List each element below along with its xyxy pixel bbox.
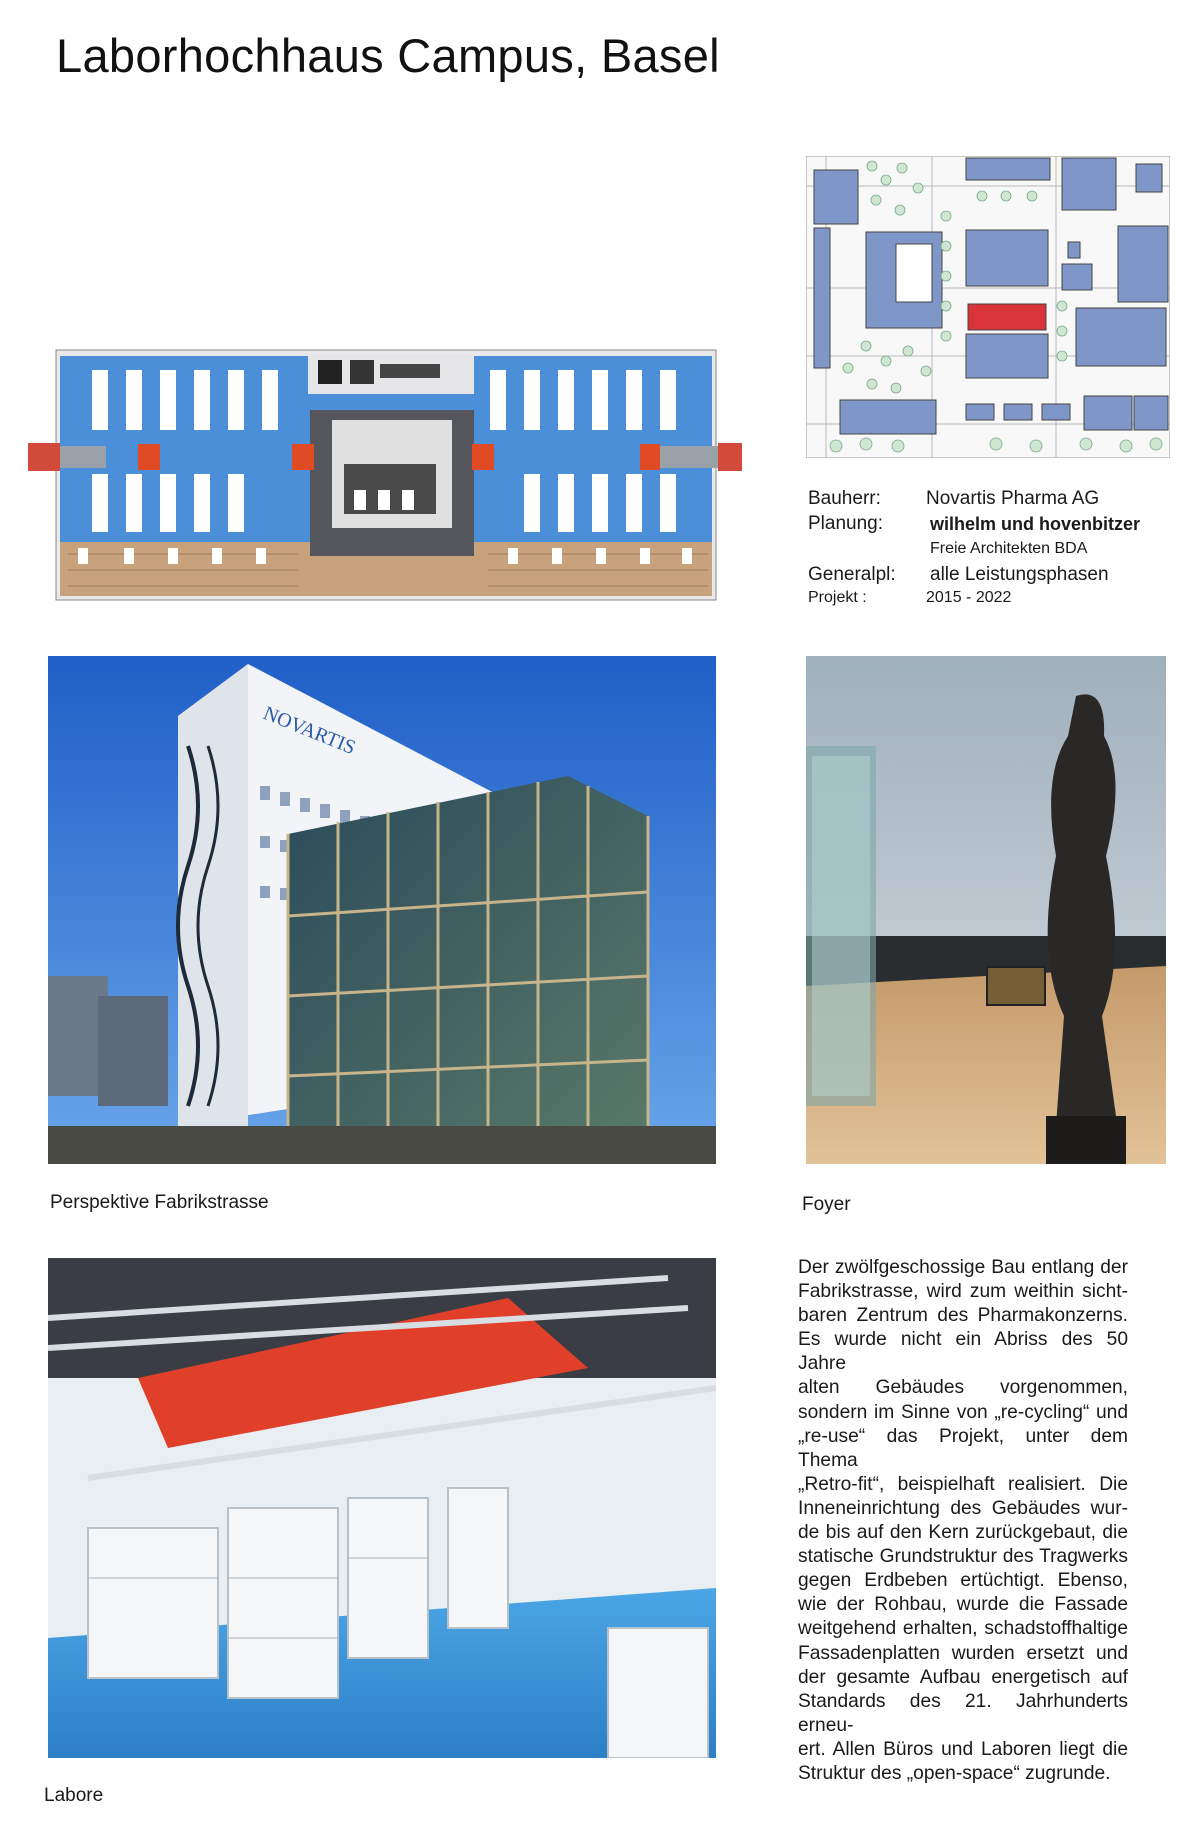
description-line: alten Gebäudes vorgenommen, <box>798 1377 1128 1399</box>
planung-sub: Freie Architekten BDA <box>930 540 1088 557</box>
planung-value: wilhelm und hovenbitzer <box>930 514 1141 534</box>
generalpl-label: Generalpl: <box>808 564 896 585</box>
description-line: Inneneinrichtung des Gebäudes wur- <box>798 1497 1128 1519</box>
bauherr-label: Bauherr: <box>808 488 881 509</box>
labs-photo <box>48 1258 716 1758</box>
description-line: baren Zentrum des Pharmakonzerns. <box>798 1305 1128 1327</box>
description-line: weitgehend erhalten, schadstoffhaltige <box>798 1618 1128 1640</box>
description-line: Es wurde nicht ein Abriss des 50 Jahre <box>798 1329 1128 1375</box>
bauherr-value: Novartis Pharma AG <box>926 488 1100 509</box>
description-line: de bis auf den Kern zurückgebaut, die <box>798 1522 1128 1544</box>
perspective-photo <box>48 656 716 1164</box>
site-plan-map <box>806 156 1170 458</box>
description-line: statische Grundstruktur des Tragwerks <box>798 1546 1128 1568</box>
caption-perspective: Perspektive Fabrikstrasse <box>50 1192 269 1213</box>
foyer-photo <box>806 656 1166 1164</box>
page-title: Laborhochhaus Campus, Basel <box>56 29 720 82</box>
description-line: gegen Erdbeben ertüchtigt. Ebenso, <box>798 1570 1128 1592</box>
description-line: Fassadenplatten wurden ersetzt und <box>798 1642 1128 1664</box>
planung-label: Planung: <box>808 513 884 534</box>
novartis-sign: NOVARTIS <box>260 702 359 760</box>
description-line: „Retro-fit“, beispielhaft realisiert. Die <box>798 1473 1128 1495</box>
caption-foyer: Foyer <box>802 1194 851 1215</box>
projekt-value: 2015 - 2022 <box>926 589 1012 606</box>
description-line: „re-use“ das Projekt, unter dem Thema <box>798 1425 1128 1471</box>
description-line: Der zwölfgeschossige Bau entlang der <box>798 1257 1128 1278</box>
description-line: wie der Rohbau, wurde die Fassade <box>798 1594 1128 1616</box>
caption-labs: Labore <box>44 1785 104 1806</box>
description-line: ert. Allen Büros und Laboren liegt die <box>798 1738 1128 1760</box>
description-text <box>798 1256 1128 1786</box>
description-line: Standards des 21. Jahrhunderts erneu- <box>798 1690 1128 1736</box>
generalpl-value: alle Leistungsphasen <box>930 564 1109 585</box>
description-line: Fabrikstrasse, wird zum weithin sicht- <box>798 1281 1128 1303</box>
description-line: sondern im Sinne von „re-cycling“ und <box>798 1401 1128 1423</box>
description-line: der gesamte Aufbau energetisch auf <box>798 1666 1128 1688</box>
floor-plan-drawing <box>28 348 748 602</box>
description-line: Struktur des „open-space“ zugrunde. <box>798 1762 1111 1784</box>
projekt-label: Projekt : <box>808 589 867 606</box>
